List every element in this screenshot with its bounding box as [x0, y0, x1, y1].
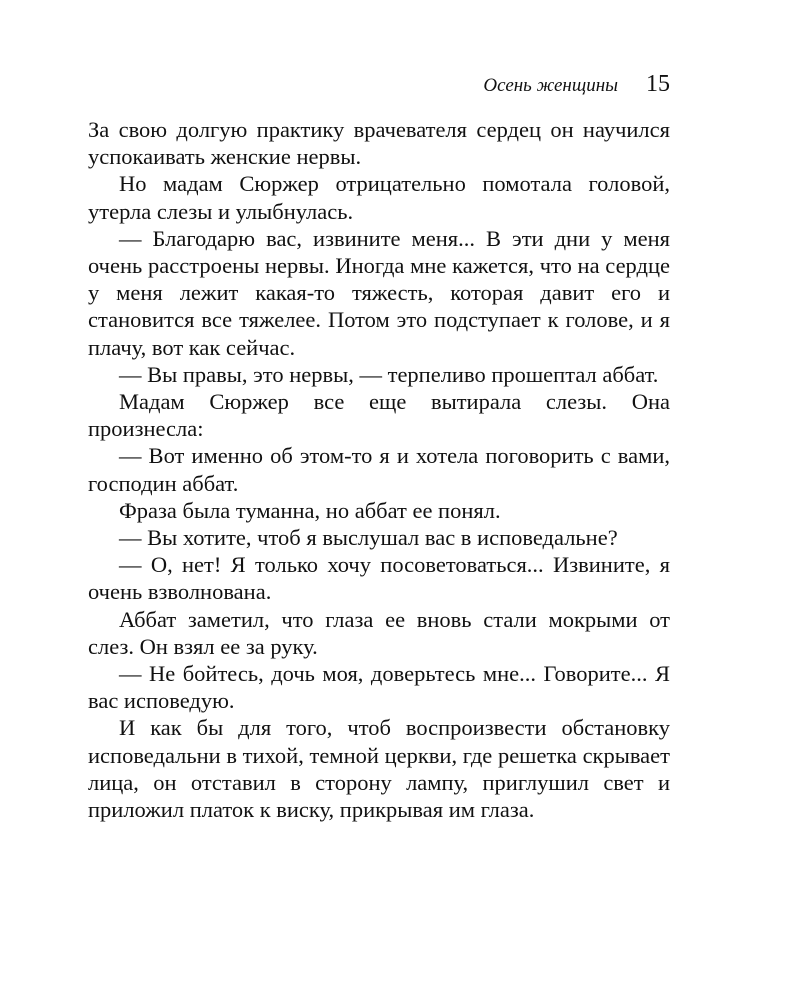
- paragraph: — Благодарю вас, извините меня... В эти дни у меня очень расстроены нервы. Иногда мне кажется, что на сердце у меня лежит какая-то тяжесть, которая давит его и становится все тяжелее. Потом это подступает к голове, и я плачу, вот как сейчас.: [88, 225, 670, 360]
- running-header: [88, 68, 670, 103]
- running-title: Осень женщины: [483, 75, 618, 96]
- paragraph: — Вы правы, это нервы, — терпеливо прошептал аббат.: [119, 361, 659, 387]
- paragraph: — О, нет! Я только хочу посоветоваться... Извините, я очень взволнована.: [88, 552, 670, 605]
- body-text: [88, 116, 670, 823]
- paragraph: — Вы хотите, чтоб я выслушал вас в исповедальне?: [119, 525, 618, 551]
- paragraph: Но мадам Сюржер отрицательно помотала головой, утерла слезы и улыбнулась.: [88, 171, 670, 224]
- paragraph: Аббат заметил, что глаза ее вновь стали мокрыми от слез. Он взял ее за руку.: [88, 606, 670, 659]
- paragraph: И как бы для того, чтоб воспроизвести обстановку исповедальни в тихой, темной церкви, где решетка скрывает лица, он отставил в сторону лампу, приглушил свет и приложил платок к виску, прикрывая им глаза.: [88, 715, 670, 823]
- paragraph: За свою долгую практику врачевателя сердец он научился успокаивать женские нервы.: [88, 117, 670, 170]
- page-number: 15: [646, 71, 670, 97]
- paragraph: — Не бойтесь, дочь моя, доверьтесь мне... Говорите... Я вас исповедую.: [88, 661, 670, 714]
- paragraph: — Вот именно об этом-то я и хотела поговорить с вами, господин аббат.: [88, 443, 670, 496]
- paragraph: Мадам Сюржер все еще вытирала слезы. Она произнесла:: [88, 389, 670, 442]
- paragraph: Фраза была туманна, но аббат ее понял.: [119, 497, 501, 523]
